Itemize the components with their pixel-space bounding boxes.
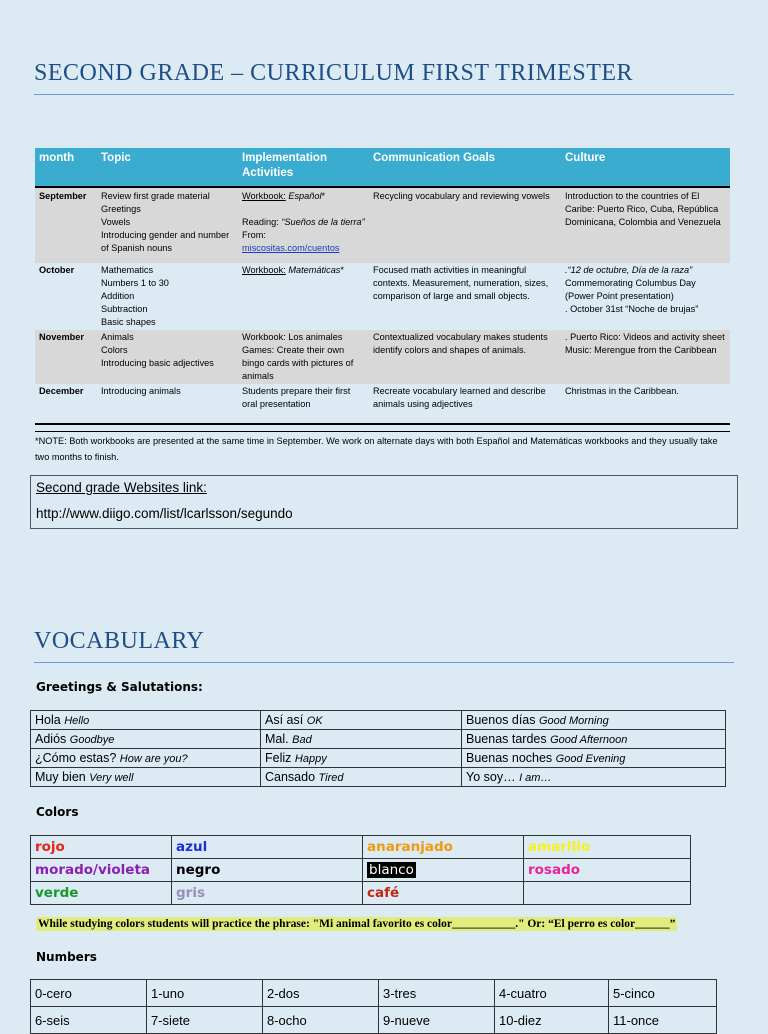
goals-cell: Recreate vocabulary learned and describe animals using adjectives [369, 384, 561, 424]
greetings-label: Greetings & Salutations: [36, 680, 203, 694]
impl-line: Workbook: Los animales [242, 332, 343, 342]
color-word: negro [176, 862, 221, 878]
color-word: verde [35, 885, 79, 901]
numbers-label: Numbers [36, 950, 97, 964]
implementation-cell [238, 263, 369, 330]
curriculum-header-row [35, 148, 730, 187]
culture-cell [561, 330, 730, 384]
title-divider [34, 94, 734, 95]
vocabulary-heading: VOCABULARY [34, 628, 205, 654]
workbook-title: Español [288, 191, 322, 201]
colors-table [30, 835, 691, 905]
curriculum-row-october [35, 263, 730, 330]
topic-line: Subtraction [101, 304, 148, 314]
spanish-term: ¿Cómo estas? [35, 751, 117, 765]
number-cell: 4-cuatro [495, 980, 609, 1007]
implementation-cell [238, 187, 369, 263]
footnote-mark: * [340, 265, 344, 275]
greeting-cell [261, 749, 462, 768]
culture-line: . Puerto Rico: Videos and activity sheet [565, 332, 725, 342]
english-translation: Good Evening [555, 753, 626, 765]
topic-line: Basic shapes [101, 317, 156, 327]
color-word: café [367, 885, 400, 901]
color-cell [363, 836, 524, 859]
english-translation: Tired [318, 772, 344, 784]
spanish-term: Yo soy… [466, 770, 516, 784]
number-cell: 0-cero [31, 980, 147, 1007]
number-cell: 3-tres [379, 980, 495, 1007]
topic-cell [97, 330, 238, 384]
color-word: rosado [528, 862, 581, 878]
greetings-table [30, 710, 726, 787]
spanish-term: Mal. [265, 732, 289, 746]
english-translation: Goodbye [69, 734, 115, 746]
workbook-line [242, 190, 365, 203]
topic-line: Colors [101, 345, 128, 355]
english-translation: How are you? [119, 753, 188, 765]
phrase-part-a: While studying colors students will practice the phrase: "Mi animal favorito es color___________." [38, 918, 525, 930]
colors-row [31, 836, 691, 859]
culture-cell: Christmas in the Caribbean. [561, 384, 730, 424]
workbook-note: *NOTE: Both workbooks are presented at the same time in September. We work on alternate days with both Español and Matemáticas workbooks and they usually take two months to finish. [35, 436, 718, 462]
greeting-cell [462, 711, 726, 730]
greeting-cell [31, 768, 261, 787]
greeting-cell [261, 711, 462, 730]
workbook-title: Matemáticas [288, 265, 341, 275]
color-word: rojo [35, 839, 65, 855]
color-cell [524, 836, 691, 859]
implementation-cell [238, 330, 369, 384]
numbers-row [31, 980, 717, 1007]
english-translation: Bad [292, 734, 312, 746]
number-cell: 1-uno [147, 980, 263, 1007]
color-cell [363, 859, 524, 882]
greeting-cell [462, 749, 726, 768]
curriculum-row-september [35, 187, 730, 263]
color-cell [524, 882, 691, 905]
websites-url[interactable]: http://www.diigo.com/list/lcarlsson/segundo [36, 506, 293, 521]
greeting-cell [31, 749, 261, 768]
reading-label: Reading: [242, 217, 282, 227]
curriculum-row-december [35, 384, 730, 424]
number-cell: 10-diez [495, 1007, 609, 1034]
culture-cell [561, 263, 730, 330]
greeting-cell [462, 730, 726, 749]
header-culture: Culture [561, 148, 730, 187]
colors-row [31, 859, 691, 882]
phrase-part-b: “El perro es color______” [548, 918, 676, 930]
color-word: gris [176, 885, 205, 901]
websites-box [30, 475, 738, 529]
greeting-cell [261, 768, 462, 787]
goals-cell: Focused math activities in meaningful contexts. Measurement, numeration, sizes, comparison of large and small objects. [373, 265, 549, 301]
greetings-row [31, 768, 726, 787]
culture-line: Commemorating Columbus Day [565, 278, 696, 288]
header-topic: Topic [97, 148, 238, 187]
topic-cell [97, 187, 238, 263]
english-translation: Happy [294, 753, 327, 765]
spanish-term: Hola [35, 713, 61, 727]
greeting-cell [462, 768, 726, 787]
number-cell: 8-ocho [263, 1007, 379, 1034]
note-divider [35, 431, 730, 432]
month-cell: September [35, 187, 97, 263]
colors-row [31, 882, 691, 905]
topic-line: Vowels [101, 217, 131, 227]
color-word: anaranjado [367, 839, 453, 855]
spanish-term: Buenas noches [466, 751, 553, 765]
page-title: SECOND GRADE – CURRICULUM FIRST TRIMESTER [34, 60, 634, 86]
topic-line: Greetings [101, 204, 141, 214]
goals-cell: Contextualized vocabulary makes students identify colors and shapes of animals. [369, 330, 561, 384]
month-cell: December [35, 384, 97, 424]
color-cell [363, 882, 524, 905]
footnote-mark: * [321, 191, 326, 201]
topic-cell [97, 263, 238, 330]
goals-cell: Recycling vocabulary and reviewing vowels [369, 187, 561, 263]
topic-line: Animals [101, 332, 134, 342]
spanish-term: Buenas tardes [466, 732, 547, 746]
english-translation: Good Afternoon [550, 734, 628, 746]
topic-cell: Introducing animals [97, 384, 238, 424]
workbook-label: Workbook: [242, 265, 286, 275]
greeting-cell [261, 730, 462, 749]
reading-title: “Sueños de la tierra” [281, 217, 365, 227]
english-translation: OK [306, 715, 323, 727]
workbook-label: Workbook: [242, 191, 286, 201]
reading-line [242, 216, 368, 242]
color-cell [524, 859, 691, 882]
header-goals: Communication Goals [369, 148, 561, 187]
culture-line: .“12 de octubre, Día de la raza” [565, 265, 693, 275]
spanish-term: Muy bien [35, 770, 86, 784]
color-word: azul [176, 839, 208, 855]
color-word: blanco [369, 862, 414, 878]
culture-line: . October 31st “Noche de brujas” [565, 304, 699, 314]
color-cell [31, 859, 172, 882]
impl-line: Games: Create their own bingo cards with pictures of animals [242, 345, 356, 381]
number-cell: 2-dos [263, 980, 379, 1007]
implementation-cell: Students prepare their first oral presentation [238, 384, 369, 424]
numbers-table [30, 979, 717, 1034]
greetings-row [31, 749, 726, 768]
color-word: amarillo [528, 839, 591, 855]
workbook-line [242, 264, 365, 277]
culture-cell: Introduction to the countries of El Caribe: Puerto Rico, Cuba, República Dominicana, Colombia and Venezuela [561, 187, 730, 263]
header-month: month [35, 148, 97, 187]
color-cell [31, 836, 172, 859]
color-cell [31, 882, 172, 905]
reading-from: From: [242, 217, 368, 240]
number-cell: 9-nueve [379, 1007, 495, 1034]
topic-line: Introducing gender and number of Spanish nouns [101, 230, 232, 253]
greetings-row [31, 711, 726, 730]
color-cell [172, 859, 363, 882]
culture-line: (Power Point presentation) [565, 291, 674, 301]
miscositas-link[interactable]: miscositas.com/cuentos [242, 243, 340, 253]
color-word: morado/violeta [35, 862, 151, 878]
number-cell: 7-siete [147, 1007, 263, 1034]
english-translation: Hello [64, 715, 90, 727]
spanish-term: Cansado [265, 770, 316, 784]
spanish-term: Adiós [35, 732, 67, 746]
greeting-cell [31, 711, 261, 730]
topic-line: Mathematics [101, 265, 154, 275]
websites-title: Second grade Websites link: [36, 480, 207, 495]
color-cell [172, 836, 363, 859]
color-cell [172, 882, 363, 905]
colors-practice-phrase [36, 918, 726, 932]
english-translation: I am… [519, 772, 552, 784]
curriculum-table [35, 148, 730, 425]
spanish-term: Así así [265, 713, 304, 727]
curriculum-row-november [35, 330, 730, 384]
phrase-or: Or: [524, 918, 549, 930]
number-cell: 6-seis [31, 1007, 147, 1034]
number-cell: 11-once [609, 1007, 717, 1034]
topic-line: Introducing basic adjectives [101, 358, 214, 368]
topic-line: Numbers 1 to 30 [101, 278, 169, 288]
month-cell: November [35, 330, 97, 384]
culture-line: Music: Merengue from the Caribbean [565, 345, 717, 355]
english-translation: Very well [89, 772, 134, 784]
spanish-term: Buenos días [466, 713, 536, 727]
header-implementation: Implementation Activities [238, 148, 369, 187]
vocabulary-divider [34, 662, 734, 663]
topic-line: Addition [101, 291, 135, 301]
greeting-cell [31, 730, 261, 749]
colors-label: Colors [36, 805, 79, 819]
month-cell: October [39, 265, 75, 275]
greetings-row [31, 730, 726, 749]
topic-line: Review first grade material [101, 191, 210, 201]
english-translation: Good Morning [538, 715, 609, 727]
numbers-row [31, 1007, 717, 1034]
spanish-term: Feliz [265, 751, 292, 765]
number-cell: 5-cinco [609, 980, 717, 1007]
